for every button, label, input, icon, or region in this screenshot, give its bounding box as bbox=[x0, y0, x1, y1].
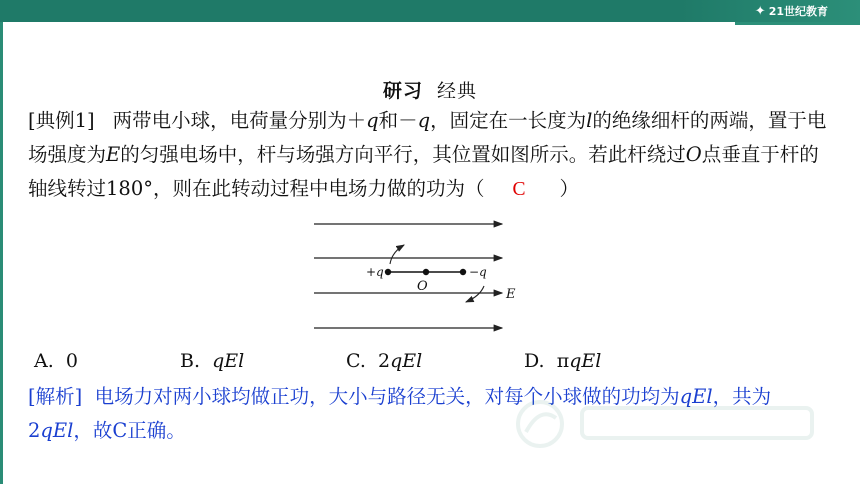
runner-icon: ✦ bbox=[754, 3, 766, 19]
label-minus-q: −q bbox=[469, 265, 487, 279]
option-letter: C. bbox=[346, 350, 366, 372]
analysis-body: 电场力对两小球均做正功，大小与路径无关，对每个小球做的功均为 bbox=[94, 385, 680, 408]
var-q: q bbox=[417, 109, 431, 132]
analysis-text bbox=[28, 380, 834, 448]
section-title-sub: 经典 bbox=[437, 80, 478, 102]
option-a bbox=[34, 344, 78, 378]
answer-choice: C bbox=[512, 179, 526, 200]
option-letter: D. bbox=[524, 350, 545, 372]
option-value: qEl bbox=[212, 350, 245, 372]
rotation-arrow-bottom bbox=[466, 286, 484, 302]
problem-statement bbox=[28, 104, 834, 207]
var-qEl: qEl bbox=[679, 385, 713, 408]
section-title bbox=[0, 76, 860, 103]
problem-text: 两带电小球，电荷量分别为＋ bbox=[112, 109, 367, 132]
option-value: qEl bbox=[390, 350, 423, 372]
analysis-tag: [解析] bbox=[28, 385, 83, 408]
option-value: 0 bbox=[65, 350, 78, 372]
analysis-body: ，共为2 bbox=[28, 385, 772, 442]
close-paren: ） bbox=[559, 177, 580, 200]
brand-logo bbox=[755, 2, 828, 20]
label-plus-q: +q bbox=[366, 265, 384, 279]
option-coef: π bbox=[556, 350, 570, 372]
analysis-body: ，故C正确。 bbox=[73, 419, 186, 442]
section-title-main: 研习 bbox=[382, 80, 423, 102]
problem-text: 和－ bbox=[378, 109, 418, 132]
var-l: l bbox=[586, 109, 593, 132]
option-b bbox=[180, 344, 244, 378]
var-qEl: qEl bbox=[40, 419, 74, 442]
label-E: E bbox=[506, 287, 516, 302]
problem-text: ，固定在一长度为 bbox=[430, 109, 587, 132]
problem-tag: [典例1] bbox=[28, 109, 95, 132]
brand-logo-text: 21世纪教育 bbox=[768, 5, 828, 18]
option-coef: 2 bbox=[378, 350, 391, 372]
var-q: q bbox=[366, 109, 379, 132]
option-letter: B. bbox=[180, 350, 201, 372]
pivot-O bbox=[423, 269, 429, 275]
label-O: O bbox=[417, 279, 428, 294]
option-c bbox=[346, 344, 422, 378]
problem-text: 点垂直于杆的轴线转过180°，则在此转动过程中电场力做的功为（ bbox=[28, 143, 819, 200]
option-value: qEl bbox=[569, 350, 602, 372]
problem-text: 的匀强电场中，杆与场强方向平行，其位置如图所示。若此杆绕过 bbox=[120, 143, 686, 166]
option-d bbox=[524, 344, 601, 378]
var-E: E bbox=[106, 143, 121, 166]
field-diagram bbox=[308, 214, 528, 342]
rotation-arrow-top bbox=[390, 245, 404, 264]
var-O: O bbox=[685, 143, 702, 166]
top-accent-line bbox=[735, 22, 860, 25]
problem-text: 的绝缘细杆的两端，置于电场强度为 bbox=[28, 109, 827, 166]
option-letter: A. bbox=[34, 350, 54, 372]
top-banner bbox=[0, 0, 860, 22]
positive-charge bbox=[385, 269, 391, 275]
negative-charge bbox=[460, 269, 466, 275]
answer-options bbox=[34, 344, 834, 378]
